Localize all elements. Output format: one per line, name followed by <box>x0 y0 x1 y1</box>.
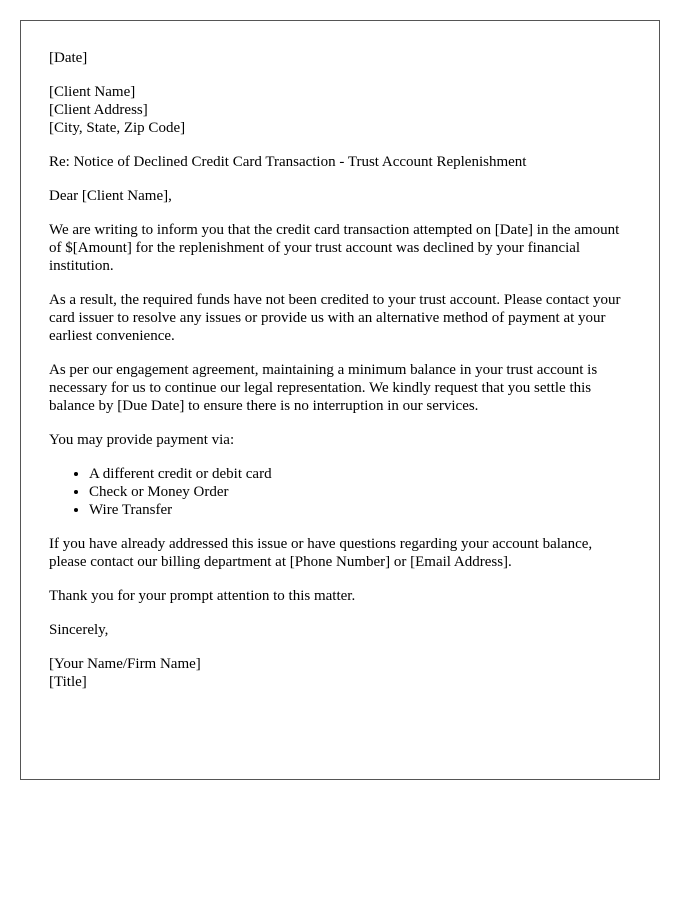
recipient-address-block <box>49 83 631 137</box>
list-item: • Check or Money Order <box>89 483 631 501</box>
body-paragraph: As a result, the required funds have not been credited to your trust account. Please contact your card issuer to resolve any issues or provide us with an alternative method of payment at your earliest convenience. <box>49 292 621 344</box>
body-paragraph: Thank you for your prompt attention to this matter. <box>49 588 356 604</box>
letter-subject: Re: Notice of Declined Credit Card Transaction - Trust Account Replenishment <box>49 154 527 170</box>
recipient-name: [Client Name] <box>49 84 136 100</box>
payment-methods-list <box>49 465 631 519</box>
letter-salutation: Dear [Client Name], <box>49 188 172 204</box>
letter-sign-off: Sincerely, <box>49 622 109 638</box>
body-paragraph: If you have already addressed this issue or have questions regarding your account balance, please contact our billing department at [Phone Number] or [Email Address]. <box>49 536 593 570</box>
recipient-city-state-zip: [City, State, Zip Code] <box>49 120 186 136</box>
letter-page <box>20 20 660 780</box>
body-paragraph: We are writing to inform you that the credit card transaction attempted on [Date] in the amount of $[Amount] for the replenishment of your trust account was declined by your financial institution. <box>49 222 620 274</box>
payment-intro: You may provide payment via: <box>49 432 235 448</box>
body-paragraph: As per our engagement agreement, maintaining a minimum balance in your trust account is necessary for us to continue our legal representation. We kindly request that you settle this balance by [Due Date] to ensure there is no interruption in our services. <box>49 362 598 414</box>
recipient-address: [Client Address] <box>49 102 148 118</box>
list-item: • A different credit or debit card <box>89 465 631 483</box>
signature-name: [Your Name/Firm Name] <box>49 656 201 672</box>
letter-date: [Date] <box>49 50 88 66</box>
signature-title: [Title] <box>49 674 87 690</box>
signature-block <box>49 655 631 691</box>
list-item: • Wire Transfer <box>89 501 631 519</box>
